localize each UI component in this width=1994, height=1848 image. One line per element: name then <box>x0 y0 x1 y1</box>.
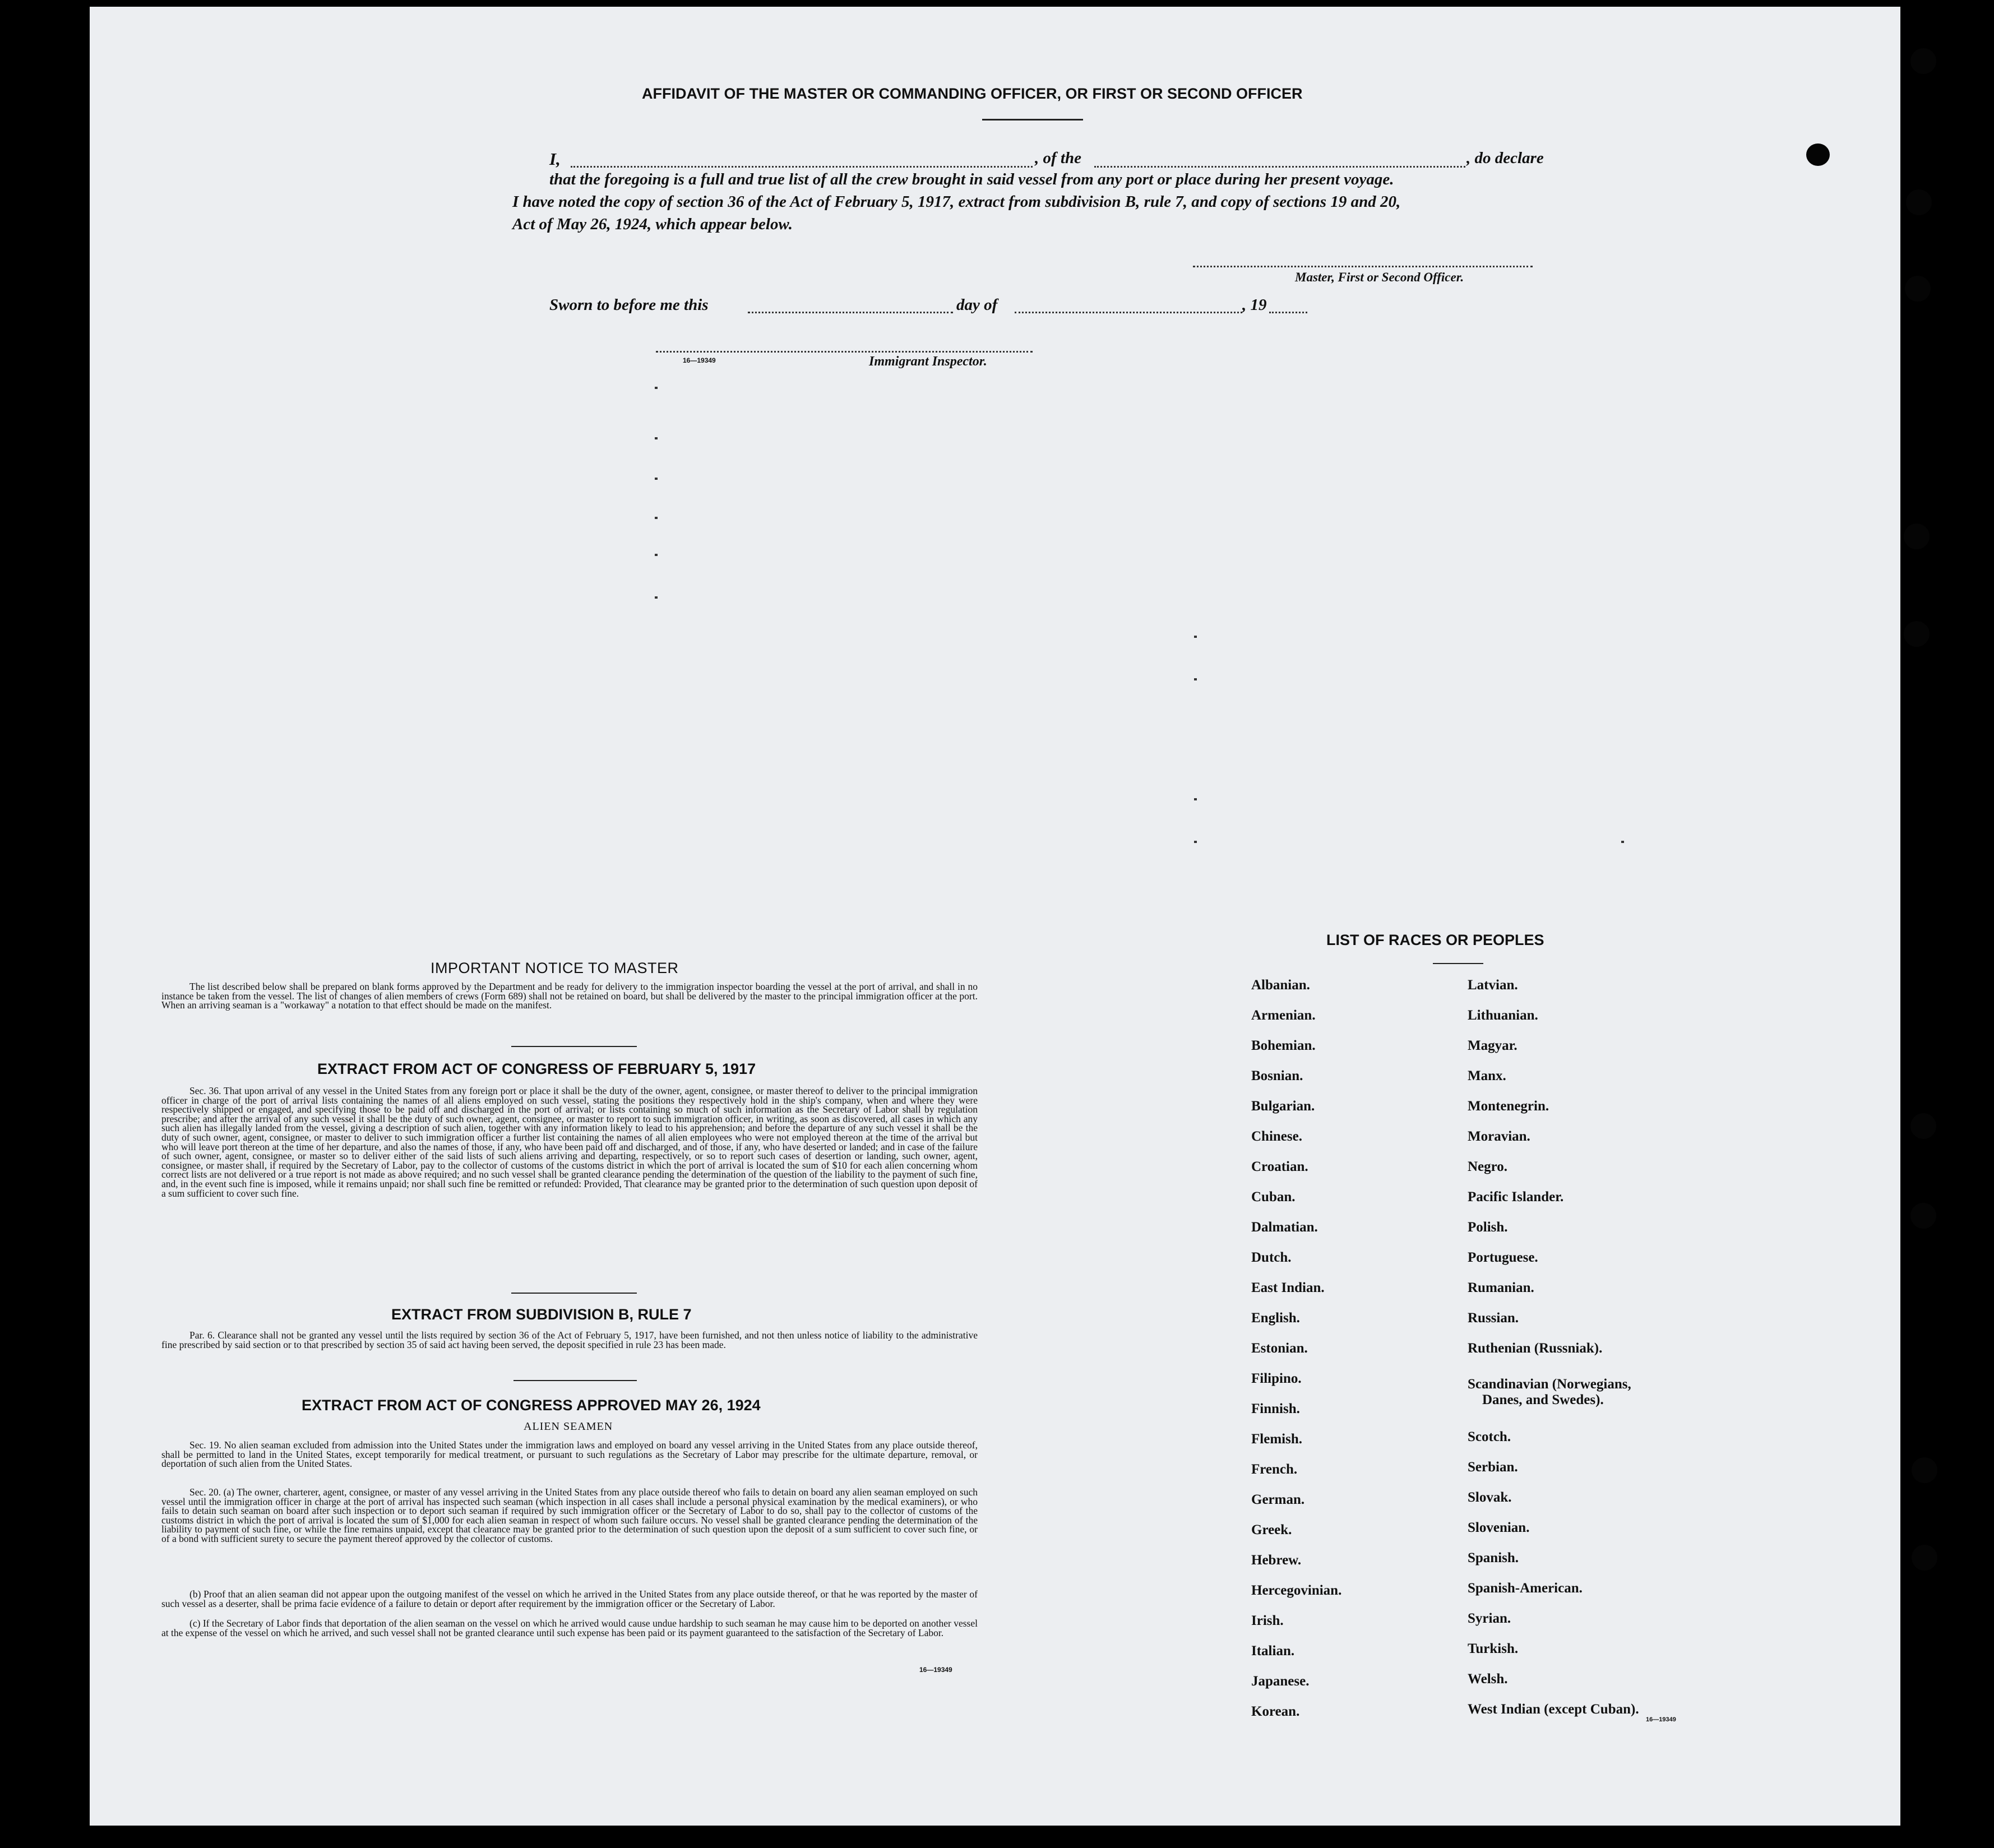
punch-hole <box>1910 1203 1936 1229</box>
sec-19-text: Sec. 19. No alien seaman excluded from admission into the United States under the immigration laws and employed on board any vessel arriving in the United States from any place outside thereof, shall be permitted to land in the United States, except temporarily for medical treatment, or pursuant to such regulations as the Secretary of Labor may prescribe for the ultimate departure, removal, or deportation of such alien from the United States. <box>161 1439 978 1470</box>
race-left: Bohemian. <box>1251 1038 1316 1053</box>
race-right: Portuguese. <box>1468 1250 1538 1265</box>
sworn-year-field[interactable] <box>1269 312 1307 313</box>
punch-hole <box>1904 524 1930 549</box>
divider <box>511 1293 637 1294</box>
speck <box>1194 636 1197 638</box>
race-right: Slovenian. <box>1468 1520 1530 1535</box>
speck <box>1194 678 1197 680</box>
race-right: Turkish. <box>1468 1641 1519 1656</box>
race-right: Moravian. <box>1468 1129 1530 1144</box>
races-title: LIST OF RACES OR PEOPLES <box>1326 932 1544 948</box>
sec-20b-text: (b) Proof that an alien seaman did not appear upon the outgoing manifest of the vessel on which he arrived in the United States from any place outside thereof, or that he was reported by the master of such vessel as a deserter, shall be prima facie evidence of a failure to detain or deport after requirement by the immigration officer or the Secretary of Labor. <box>161 1588 978 1609</box>
document-page <box>90 7 1900 1826</box>
race-left: Dalmatian. <box>1251 1220 1318 1235</box>
inspector-label: Immigrant Inspector. <box>869 354 987 369</box>
race-right: Welsh. <box>1468 1671 1508 1687</box>
speck <box>655 387 658 389</box>
race-right: Negro. <box>1468 1159 1508 1174</box>
race-right: Spanish-American. <box>1468 1581 1583 1596</box>
sec-20a-text: Sec. 20. (a) The owner, charterer, agent, consignee, or master of any vessel arriving in the United States from any place outside thereof who fails to detain on board any alien seaman employed on such vessel until the immigration officer in charge at the port of arrival has inspected such seaman (which inspection in all cases shall include a personal physical examination by the medical examiners), or who fails to detain such seaman on board after such inspection or to deport such seaman if required by such immigration officer or the Secretary of Labor to do so, shall pay to the collector of customs of the customs district in which the port of arrival is located the sum of $1,000 for each alien seaman in respect of whom such failure occurs. No vessel shall be granted clearance pending the determination of the liability to payment of such fine, or while the fine remains unpaid, except that clearance may be granted prior to the determination of such question upon the deposit of a sum sufficient to cover such fine, or of a bond with sufficient surety to secure the payment thereof approved by the collector of customs. <box>161 1486 978 1544</box>
race-left: Bulgarian. <box>1251 1099 1315 1114</box>
race-left: Flemish. <box>1251 1432 1302 1447</box>
race-left: Armenian. <box>1251 1008 1316 1023</box>
race-right: Danes, and Swedes). <box>1482 1392 1604 1407</box>
race-left: Filipino. <box>1251 1371 1302 1386</box>
race-right: Syrian. <box>1468 1611 1511 1626</box>
race-right: Lithuanian. <box>1468 1008 1538 1023</box>
name-field[interactable] <box>571 166 1033 168</box>
affidavit-line-3: I have noted the copy of section 36 of the Act of February 5, 1917, extract from subdivision B, rule 7, and copy of sections 19 and 20, <box>512 193 1401 211</box>
affidavit-line-2: that the foregoing is a full and true list of all the crew brought in said vessel from any port or place during her present voyage. <box>549 170 1394 188</box>
form-number-bottom: 16—19349 <box>919 1666 952 1674</box>
affidavit-i: I, <box>549 149 561 169</box>
race-left: Japanese. <box>1251 1674 1310 1689</box>
speck <box>655 596 658 599</box>
speck <box>655 554 658 556</box>
notice-text: The list described below shall be prepared on blank forms approved by the Department and be ready for delivery to the immigration inspector boarding the vessel at the port of arrival, and shall in no instance be taken from the vessel. The list of changes of alien members of crews (Form 689) shall not be retained on board, but shall be delivered by the master to the principal immigration officer at the port. When an arriving seaman is a "workaway" a notation to that effect should be made on the manifest. <box>161 981 978 1011</box>
race-left: German. <box>1251 1492 1305 1507</box>
race-right: Rumanian. <box>1468 1280 1534 1295</box>
race-left: Italian. <box>1251 1643 1295 1659</box>
speck <box>655 517 658 519</box>
sworn-day-of: day of <box>956 296 998 314</box>
race-left: East Indian. <box>1251 1280 1325 1295</box>
race-right: Polish. <box>1468 1220 1508 1235</box>
sworn-month-field[interactable] <box>1015 312 1242 313</box>
race-left: Chinese. <box>1251 1129 1302 1144</box>
punch-hole <box>1905 276 1931 302</box>
race-right: Serbian. <box>1468 1460 1518 1475</box>
divider <box>1433 963 1483 964</box>
speck <box>1621 841 1624 843</box>
race-left: Bosnian. <box>1251 1068 1303 1083</box>
inspector-field[interactable] <box>656 351 1033 353</box>
race-right: Scotch. <box>1468 1429 1511 1444</box>
affidavit-title: AFFIDAVIT OF THE MASTER OR COMMANDING OFFICER, OR FIRST OR SECOND OFFICER <box>642 85 1303 102</box>
subdivision-title: EXTRACT FROM SUBDIVISION B, RULE 7 <box>391 1306 692 1323</box>
speck <box>1194 841 1197 843</box>
race-left: Korean. <box>1251 1704 1300 1719</box>
race-left: Hebrew. <box>1251 1553 1302 1568</box>
race-right: West Indian (except Cuban). <box>1468 1702 1639 1717</box>
race-right: Manx. <box>1468 1068 1506 1083</box>
race-left: English. <box>1251 1310 1300 1326</box>
subdivision-text: Par. 6. Clearance shall not be granted any vessel until the lists required by section 36 of the Act of February 5, 1917, have been furnished, and not then unless notice of liability to the administrative fine prescribed by said section or to that prescribed by section 35 of said act having been served, the deposit specified in rule 23 has been made. <box>161 1330 978 1350</box>
race-right: Latvian. <box>1468 978 1518 993</box>
vessel-field[interactable] <box>1094 166 1465 168</box>
punch-hole <box>1910 1113 1936 1139</box>
punch-hole <box>1906 189 1932 215</box>
race-left: French. <box>1251 1462 1298 1477</box>
divider <box>982 119 1083 121</box>
extract-1917-text: Sec. 36. That upon arrival of any vessel in the United States from any foreign port or place it shall be the duty of the owner, agent, consignee, or master thereof to deliver to the principal immigration officer in charge of the port of arrival lists containing the names of all aliens employed on such vessel, stating the positions they respectively hold in the ship's company, when and where they were respectively shipped or engaged, and specifying those to be paid off and discharged in the port of arrival; or lists containing so much of such information as the Secretary of Labor shall by regulation prescribe; and after the arrival of any such vessel it shall be the duty of such owner, agent, consignee, or master to report to such immigration officer, in writing, as soon as discovered, all cases in which any such alien has illegally landed from the vessel, giving a description of such alien, together with any information likely to lead to his apprehension; and before the departure of any such vessel it shall be the duty of such owner, agent, consignee, or master to deliver to such immigration officer a further list containing the names of all alien employees who were not employed thereon at the time of the arrival but who will leave port thereon at the time of her departure, and also the names of those, if any, who have been paid off and discharged, and of those, if any, who have deserted or landed; and in case of the failure of such owner, agent, consignee, or master so to deliver either of the said lists of such aliens arriving and departing, respectively, or so to report such cases of desertion or landing, such owner, agent, consignee, or master shall, if required by the Secretary of Labor, pay to the collector of customs of the customs district in which the port of arrival is located the sum of $10 for each alien concerning whom correct lists are not delivered or a true report is not made as above required; and no such vessel shall be granted clearance pending the determination of the question of the liability to the payment of such fine, and, in the event such fine is imposed, while it remains unpaid; nor shall such fine be remitted or refunded: Provided, That clearance may be granted prior to the determination of such question upon deposit of a sum sufficient to cover such fine. <box>161 1085 978 1199</box>
race-right: Scandinavian (Norwegians, <box>1468 1377 1631 1392</box>
speck <box>655 437 658 439</box>
race-left: Dutch. <box>1251 1250 1292 1265</box>
sworn-day-field[interactable] <box>748 312 953 313</box>
race-left: Estonian. <box>1251 1341 1308 1356</box>
race-left: Greek. <box>1251 1522 1292 1537</box>
punch-hole <box>1912 1545 1937 1571</box>
race-left: Hercegovinian. <box>1251 1583 1342 1598</box>
race-left: Albanian. <box>1251 978 1310 993</box>
signature-label: Master, First or Second Officer. <box>1295 270 1464 284</box>
affidavit-of-the: , of the <box>1035 149 1081 167</box>
extract-1924-subtitle: ALIEN SEAMEN <box>524 1420 613 1433</box>
divider <box>511 1046 637 1047</box>
punch-hole <box>1904 621 1930 647</box>
race-right: Russian. <box>1468 1310 1519 1326</box>
race-left: Irish. <box>1251 1613 1284 1628</box>
race-right: Spanish. <box>1468 1550 1519 1566</box>
extract-1924-title: EXTRACT FROM ACT OF CONGRESS APPROVED MAY 26, 1924 <box>302 1397 761 1414</box>
divider <box>513 1380 637 1381</box>
affidavit-line-4: Act of May 26, 1924, which appear below. <box>512 215 793 233</box>
extract-1917-title: EXTRACT FROM ACT OF CONGRESS OF FEBRUARY 5, 1917 <box>317 1060 756 1077</box>
punch-hole <box>1912 1457 1937 1483</box>
race-right: Montenegrin. <box>1468 1099 1549 1114</box>
notice-title: IMPORTANT NOTICE TO MASTER <box>431 960 679 976</box>
race-left: Finnish. <box>1251 1401 1300 1416</box>
form-number: 16—19349 <box>683 356 716 364</box>
race-left: Cuban. <box>1251 1189 1296 1205</box>
race-right: Magyar. <box>1468 1038 1518 1053</box>
speck <box>655 478 658 480</box>
sec-20c-text: (c) If the Secretary of Labor finds that deportation of the alien seaman on the vessel on which he arrived would cause undue hardship to such seaman he may cause him to be deported on another vessel at the expense of the vessel on which he arrived, and such vessel shall not be granted clearance until such expense has been paid or its payment guaranteed to the satisfaction of the Secretary of Labor. <box>161 1618 978 1638</box>
race-right: Slovak. <box>1468 1490 1512 1505</box>
affidavit-do-declare: , do declare <box>1466 149 1544 167</box>
punch-hole <box>1910 48 1936 74</box>
signature-field[interactable] <box>1193 266 1533 267</box>
race-right: Ruthenian (Russniak). <box>1468 1341 1603 1356</box>
race-right: Pacific Islander. <box>1468 1189 1564 1205</box>
speck <box>1194 798 1197 800</box>
race-left: Croatian. <box>1251 1159 1308 1174</box>
sworn-label: Sworn to before me this <box>549 296 709 314</box>
sworn-year: , 19 <box>1242 296 1267 314</box>
form-number-races: 16—19349 <box>1646 1716 1676 1723</box>
punch-hole <box>1806 143 1830 166</box>
